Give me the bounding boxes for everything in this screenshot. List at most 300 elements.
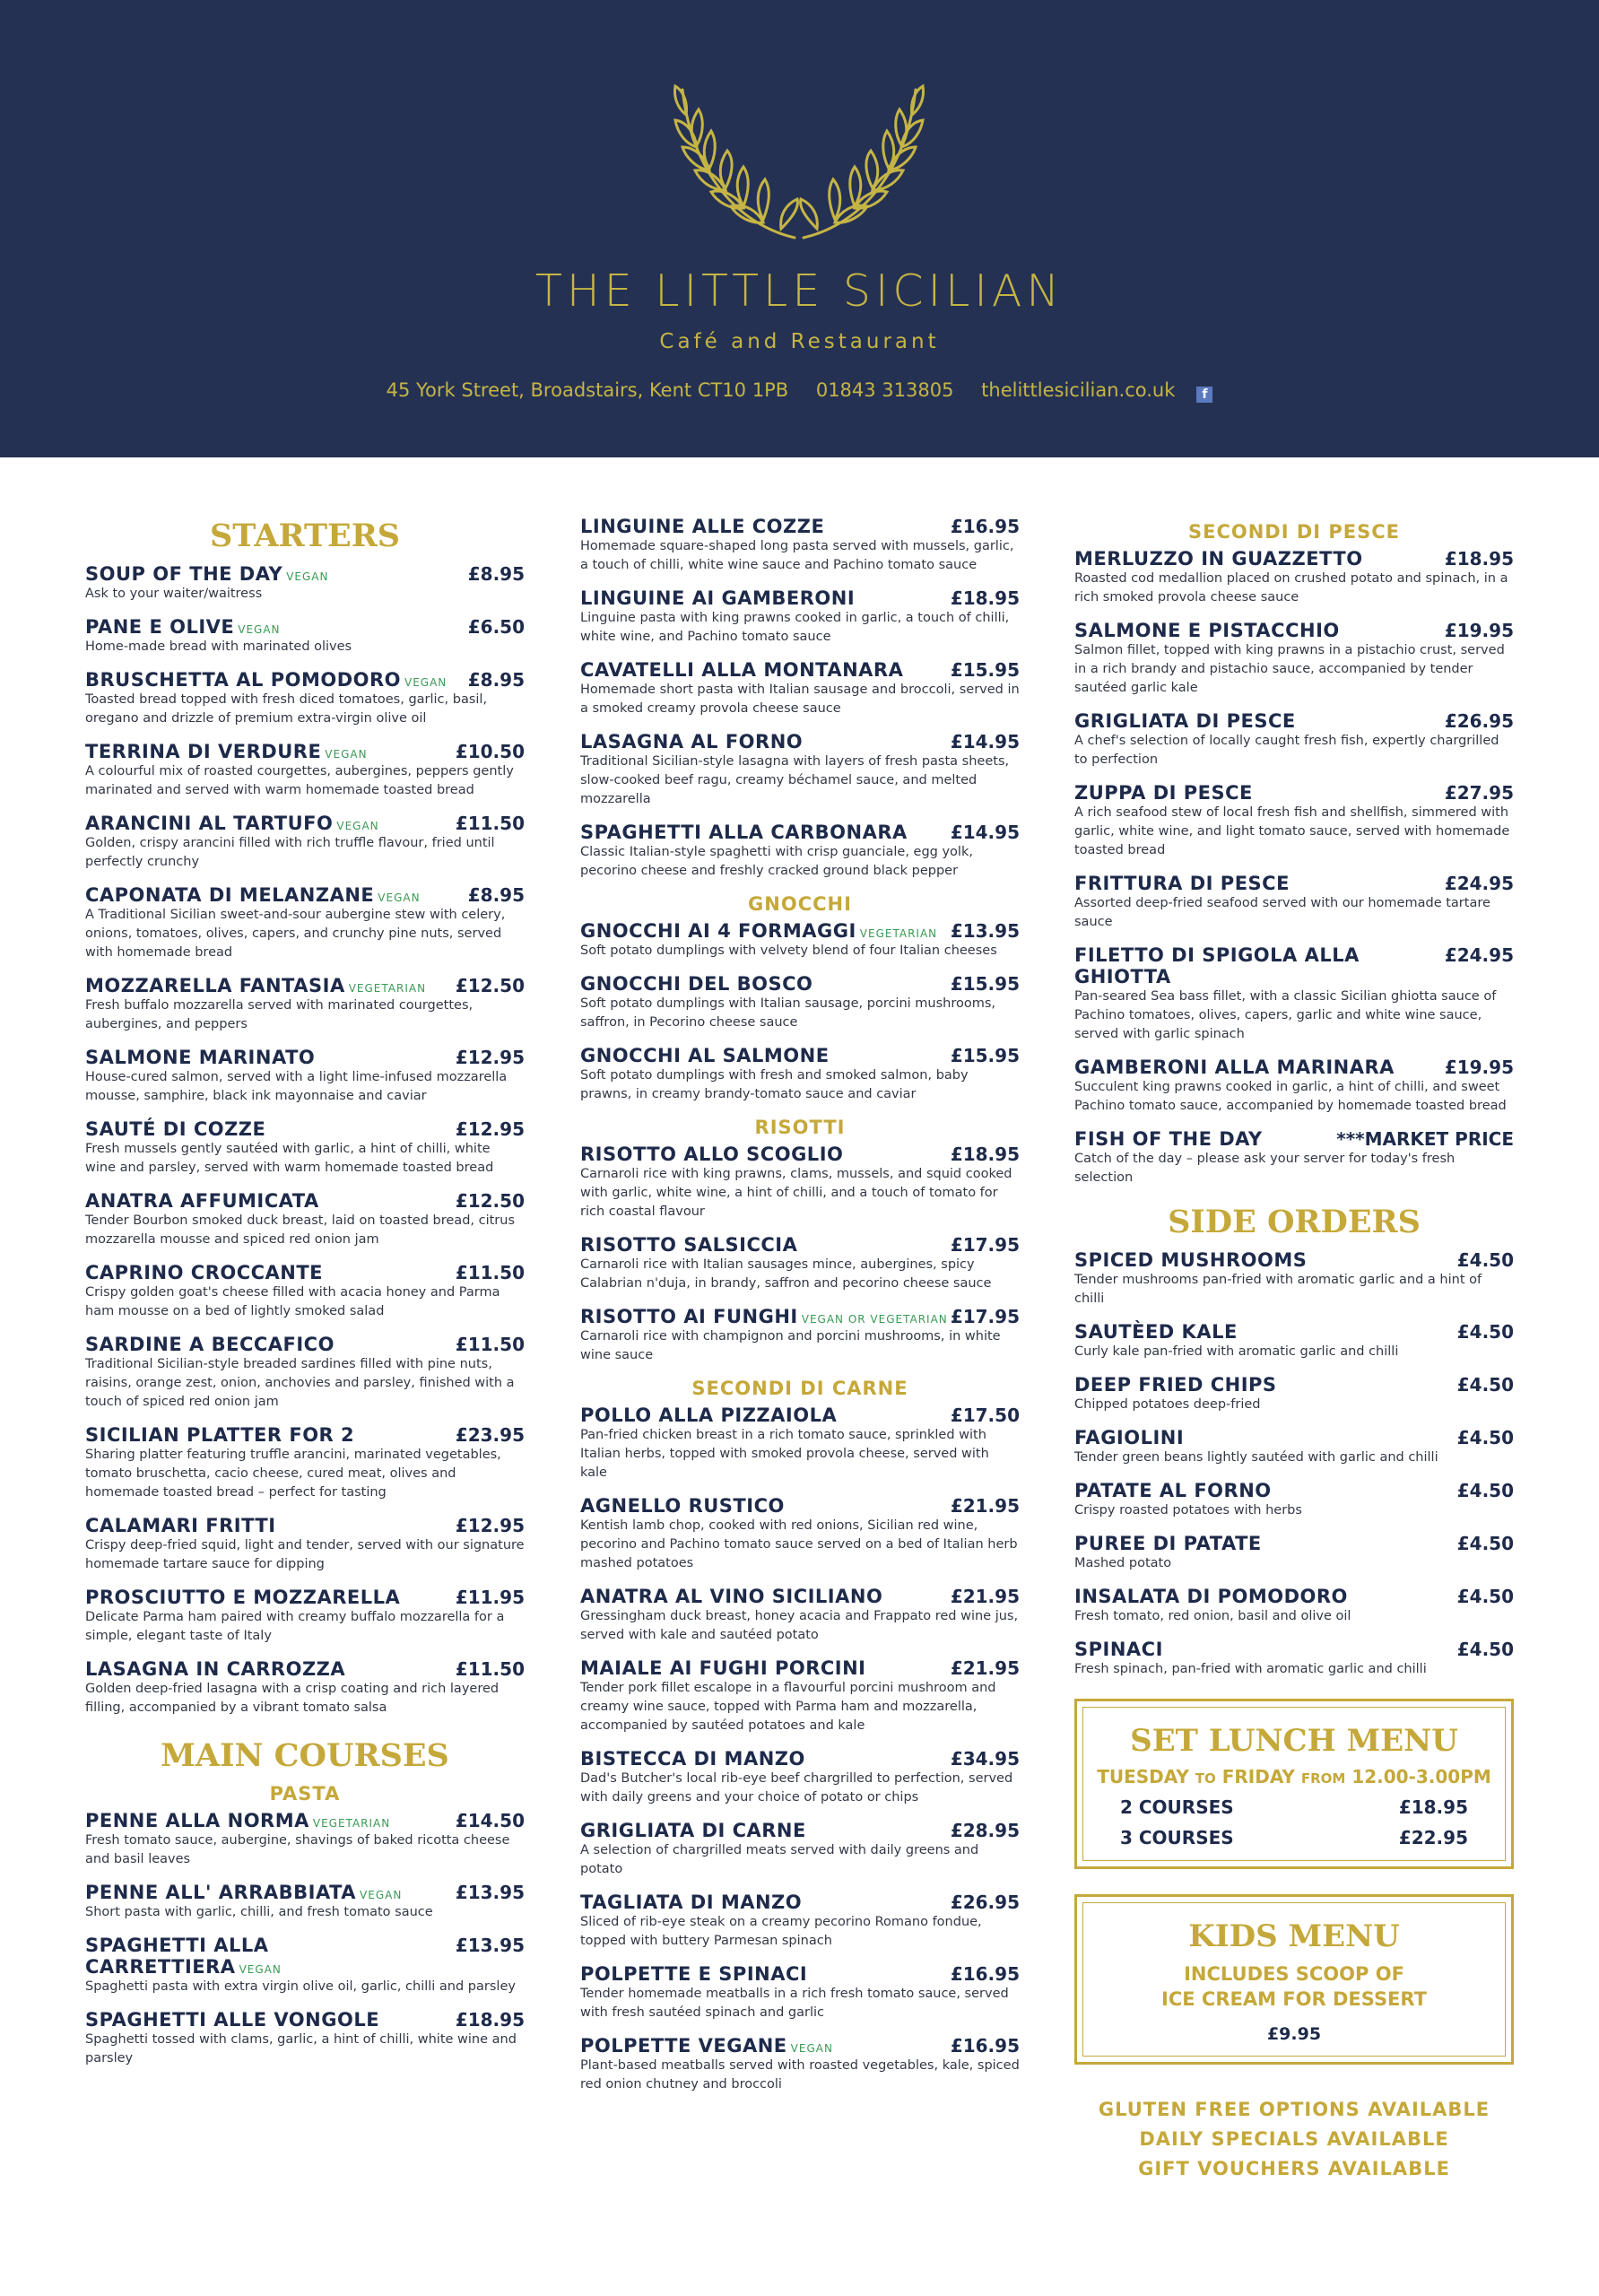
dish-description: Home-made bread with marinated olives [85, 639, 352, 654]
dish-name-text: CAVATELLI ALLA MONTANARA [580, 659, 904, 681]
dish-description: Mashed potato [1074, 1556, 1172, 1570]
diet-tag: VEGAN [238, 623, 281, 636]
menu-item [580, 516, 1020, 575]
menu-item [85, 616, 525, 657]
menu-item [1074, 873, 1514, 932]
menu-item-row [1074, 1321, 1514, 1343]
dish-price: £12.95 [455, 1047, 525, 1068]
dish-name-text: MOZZARELLA FANTASIA [85, 975, 345, 996]
menu-item-row [1074, 1427, 1514, 1448]
menu-item-row [1074, 1639, 1514, 1660]
dish-name [85, 884, 421, 906]
menu-item-row [580, 1234, 1020, 1256]
dish-price: £18.95 [455, 2009, 525, 2031]
risotti-title: RISOTTI [754, 1117, 846, 1138]
dish-description: Homemade short pasta with Italian sausage and broccoli, served in a smoked creamy provola cheese sauce [580, 683, 1020, 716]
diet-tag: VEGAN [790, 2042, 833, 2055]
dish-name [1074, 548, 1363, 570]
dish-name-text: SAUTÉ DI COZZE [85, 1118, 266, 1140]
dish-name-text: ANATRA AL VINO SICILIANO [580, 1586, 883, 1607]
menu-item [580, 920, 1020, 961]
menu-item [85, 1810, 525, 1869]
dish-description: Catch of the day – please ask your server for today's fresh selection [1074, 1152, 1456, 1185]
dish-name [580, 659, 903, 681]
dish-name [580, 1234, 797, 1256]
menu-item-row [1074, 1374, 1514, 1396]
dish-name-text: CAPONATA DI MELANZANE [85, 884, 375, 906]
menu-item [85, 1587, 525, 1646]
column-left [85, 516, 525, 2081]
main-courses-title: MAIN COURSES [161, 1737, 449, 1774]
pesce-title: SECONDI DI PESCE [1187, 521, 1401, 543]
menu-item-row [580, 659, 1020, 681]
kids-line-2: ICE CREAM FOR DESSERT [1161, 1988, 1427, 2010]
menu-item-row [580, 1045, 1020, 1066]
daily-specials-note: DAILY SPECIALS AVAILABLE [1139, 2128, 1449, 2150]
menu-item-row [1074, 1249, 1514, 1271]
gluten-free-note: GLUTEN FREE OPTIONS AVAILABLE [1098, 2099, 1490, 2120]
menu-item-row [580, 1963, 1020, 1985]
dish-price: £13.95 [455, 1935, 525, 1956]
menu-item-row [85, 1118, 525, 1140]
dish-price: £16.95 [950, 516, 1020, 537]
dish-name-text: BISTECCA DI MANZO [580, 1748, 805, 1770]
dish-name [580, 1892, 802, 1913]
dish-name [85, 1810, 390, 1831]
menu-item [85, 741, 525, 800]
dish-name [580, 1963, 807, 1985]
course-option [1095, 1818, 1493, 1848]
menu-item [580, 1892, 1020, 1951]
menu-item-row [85, 741, 525, 762]
course-label: 2 COURSES [1120, 1796, 1234, 1818]
menu-item-row [580, 1405, 1020, 1426]
dish-name [1074, 944, 1445, 987]
menu-item [580, 2035, 1020, 2094]
dish-description: Toasted bread topped with fresh diced tomatoes, garlic, basil, oregano and drizzle of premium extra-virgin olive oil [85, 692, 488, 726]
dish-name [1074, 1586, 1348, 1607]
dish-price: £4.50 [1456, 1427, 1514, 1448]
set-lunch-hours [1095, 1766, 1493, 1787]
dish-price: £10.50 [455, 741, 525, 762]
course-label: 3 COURSES [1120, 1827, 1234, 1848]
menu-item [580, 1495, 1020, 1573]
dish-description: A Traditional Sicilian sweet-and-sour aubergine stew with celery, onions, tomatoes, olives, capers, and crunchy pine nuts, served with homemade bread [85, 908, 506, 960]
diet-tag: VEGAN [336, 820, 379, 832]
dish-price: £18.95 [1444, 548, 1514, 570]
dish-name-text: POLPETTE E SPINACI [580, 1963, 808, 1985]
dish-price: £23.95 [455, 1424, 525, 1446]
menu-item-row [580, 731, 1020, 752]
menu-item [580, 1306, 1020, 1365]
dish-price: £11.50 [455, 1334, 525, 1355]
dish-price: £24.95 [1444, 944, 1514, 966]
diet-tag: VEGAN [325, 748, 368, 761]
menu-item [1074, 1480, 1514, 1520]
dish-name [580, 1657, 866, 1679]
header-banner [0, 0, 1599, 457]
dish-price: £19.95 [1444, 1057, 1514, 1078]
dish-price: £15.95 [950, 973, 1020, 995]
dish-name [85, 1935, 456, 1978]
menu-item [580, 1657, 1020, 1735]
set-lunch-box [1074, 1699, 1514, 1869]
diet-tag: VEGAN [404, 676, 448, 689]
dish-name [580, 1405, 837, 1426]
menu-item [1074, 1128, 1514, 1187]
dish-name-text: SPINACI [1074, 1639, 1163, 1660]
dish-description: Dad's Butcher's local rib-eye beef chargrilled to perfection, served with daily greens and your choice of potato or chips [580, 1771, 1013, 1805]
menu-item-row [1074, 1057, 1514, 1078]
menu-item-row [580, 2035, 1020, 2057]
dish-description: Ask to your waiter/waitress [85, 587, 263, 601]
dish-name-text: PUREE DI PATATE [1074, 1533, 1262, 1554]
menu-item-row [85, 616, 525, 638]
menu-item [85, 975, 525, 1034]
pasta-list [85, 1810, 525, 2068]
kids-menu-title: KIDS MENU [1188, 1918, 1400, 1954]
starters-list [85, 563, 525, 1718]
dish-name-text: MAIALE AI FUGHI PORCINI [580, 1657, 866, 1679]
dish-name [580, 1144, 843, 1165]
facebook-icon[interactable]: f [1196, 387, 1212, 403]
kids-line-1: INCLUDES SCOOP OF [1184, 1963, 1404, 1985]
menu-item-row [85, 1935, 525, 1978]
dish-name [1074, 620, 1340, 641]
dish-description: Tender green beans lightly sautéed with garlic and chilli [1074, 1450, 1438, 1465]
diet-tag: VEGETARIAN [859, 927, 938, 940]
dish-name-text: TERRINA DI VERDURE [85, 741, 322, 762]
dish-name [1074, 1639, 1163, 1660]
dish-price: £8.95 [467, 669, 525, 691]
menu-item-row [580, 1144, 1020, 1165]
dish-description: A colourful mix of roasted courgettes, aubergines, peppers gently marinated and served with warm homemade toasted bread [85, 764, 514, 797]
dish-name-text: POLPETTE VEGANE [580, 2035, 787, 2057]
menu-item [1074, 944, 1514, 1044]
footer-notes [1074, 2095, 1514, 2184]
dish-name-text: SICILIAN PLATTER FOR 2 [85, 1424, 355, 1446]
kids-price: £9.95 [1266, 2024, 1322, 2044]
course-price: £18.95 [1398, 1796, 1468, 1818]
dish-name-text: CALAMARI FRITTI [85, 1515, 276, 1536]
carne-list [580, 1405, 1020, 2094]
dish-description: Sliced of rib-eye steak on a creamy pecorino Romano fondue, topped with buttery Parmesan spinach [580, 1915, 982, 1948]
pasta-title: PASTA [269, 1783, 341, 1805]
dish-price: £12.95 [455, 1515, 525, 1536]
dish-name [580, 731, 803, 752]
dish-name [85, 1047, 315, 1068]
dish-name-text: GNOCCHI AL SALMONE [580, 1045, 830, 1066]
dish-description: Soft potato dumplings with velvety blend of four Italian cheeses [580, 944, 997, 958]
dish-name [580, 2035, 833, 2057]
dish-price: £24.95 [1444, 873, 1514, 894]
hours: 12.00-3.00PM [1351, 1766, 1491, 1787]
menu-item [85, 563, 525, 604]
menu-item [1074, 1374, 1514, 1414]
menu-item [1074, 1427, 1514, 1467]
dish-name [1074, 1374, 1277, 1396]
set-lunch-title: SET LUNCH MENU [1130, 1723, 1458, 1759]
dish-price: £17.95 [950, 1234, 1020, 1256]
menu-item-row [85, 1190, 525, 1212]
dish-name [580, 1045, 830, 1066]
dish-description: Golden deep-fried lasagna with a crisp coating and rich layered filling, accompanied by a vibrant tomato salsa [85, 1682, 500, 1715]
dish-description: Fresh buffalo mozzarella served with marinated courgettes, aubergines, and peppers [85, 998, 474, 1031]
dish-price: £4.50 [1456, 1639, 1514, 1660]
menu-item [1074, 1639, 1514, 1679]
dish-price: £11.50 [455, 813, 525, 834]
dish-name-text: SOUP OF THE DAY [85, 563, 283, 585]
menu-item-row [580, 1820, 1020, 1841]
menu-item [1074, 1533, 1514, 1573]
menu-item-row [85, 2009, 525, 2031]
dish-description: Soft potato dumplings with fresh and smoked salmon, baby prawns, in creamy brandy-tomato sauce and caviar [580, 1068, 969, 1101]
dish-name-text: LASAGNA IN CARROZZA [85, 1658, 346, 1680]
menu-item [580, 1963, 1020, 2022]
dish-price: £14.95 [950, 822, 1020, 843]
dish-description: House-cured salmon, served with a light lime-infused mozzarella mousse, samphire, black ink mayonnaise and caviar [85, 1070, 508, 1103]
menu-item [85, 884, 525, 962]
dish-name [580, 973, 813, 995]
menu-item [1074, 782, 1514, 860]
dish-name [85, 1882, 402, 1903]
dish-name-text: POLLO ALLA PIZZAIOLA [580, 1405, 838, 1426]
dish-description: Homemade square-shaped long pasta served with mussels, garlic, a touch of chilli, white wine sauce and Pachino tomato sauce [580, 539, 1014, 572]
dish-name-text: RISOTTO ALLO SCOGLIO [580, 1144, 844, 1165]
menu-item [85, 2009, 525, 2068]
dish-name [85, 813, 379, 834]
dish-price: £11.95 [455, 1587, 525, 1608]
dish-price: ***MARKET PRICE [1336, 1128, 1514, 1150]
dish-name-text: PANE E OLIVE [85, 616, 235, 638]
dish-price: £34.95 [950, 1748, 1020, 1770]
gift-vouchers-note: GIFT VOUCHERS AVAILABLE [1138, 2158, 1450, 2179]
restaurant-name: THE LITTLE SICILIAN [534, 265, 1065, 317]
menu-item-row [1074, 1480, 1514, 1501]
kids-menu-box [1074, 1894, 1514, 2065]
dish-name [85, 1424, 354, 1446]
menu-item [580, 1748, 1020, 1807]
dish-price: £11.50 [455, 1658, 525, 1680]
dish-name [580, 920, 937, 942]
menu-item [1074, 1586, 1514, 1626]
dish-description: Tender homemade meatballs in a rich fresh tomato sauce, served with fresh sautéed spinach and garlic [580, 1987, 1009, 2020]
dish-name [85, 1587, 400, 1608]
dish-name-text: GRIGLIATA DI PESCE [1074, 710, 1296, 732]
pesce-list [1074, 548, 1514, 1187]
dish-description: A selection of chargrilled meats served with daily greens and potato [580, 1843, 979, 1876]
menu-item-row [580, 822, 1020, 843]
menu-item-row [1074, 1586, 1514, 1607]
diet-tag: VEGETARIAN [312, 1817, 391, 1830]
dish-name-text: SALMONE MARINATO [85, 1047, 316, 1068]
dish-name [85, 1262, 323, 1283]
menu-item-row [1074, 782, 1514, 804]
menu-item-row [85, 1424, 525, 1446]
diet-tag: VEGAN [286, 570, 329, 583]
dish-description: Fresh mussels gently sautéed with garlic, a hint of chilli, white wine and parsley, served with warm homemade toasted bread [85, 1142, 494, 1175]
dish-description: Crispy roasted potatoes with herbs [1074, 1503, 1302, 1518]
dish-description: Fresh spinach, pan-fried with aromatic garlic and chilli [1074, 1662, 1427, 1676]
dish-description: Plant-based meatballs served with roasted vegetables, kale, spiced red onion chutney and broccoli [580, 2058, 1020, 2092]
course-option [1095, 1787, 1493, 1818]
menu-item-row [580, 1892, 1020, 1913]
website-link[interactable]: thelittlesicilian.co.uk [981, 379, 1176, 401]
dish-price: £17.50 [950, 1405, 1020, 1426]
dish-price: £21.95 [950, 1495, 1020, 1517]
dish-name [580, 1820, 806, 1841]
dish-description: Assorted deep-fried seafood served with our homemade tartare sauce [1074, 896, 1490, 929]
dish-name [1074, 1427, 1184, 1448]
dish-name [580, 516, 824, 537]
dish-name [580, 822, 908, 843]
dish-description: Tender pork fillet escalope in a flavourful porcini mushroom and creamy wine sauce, topped with Parma ham and mozzarella, accompanied by sautéed potatoes and kale [580, 1681, 996, 1733]
diet-tag: VEGAN OR VEGETARIAN [801, 1313, 948, 1326]
dish-name [1074, 782, 1253, 804]
from-word: FROM [1300, 1770, 1346, 1787]
dish-name [85, 1515, 276, 1536]
dish-name-text: GNOCCHI AI 4 FORMAGGI [580, 920, 856, 942]
restaurant-subtitle: Café and Restaurant [659, 330, 940, 353]
menu-item [580, 1586, 1020, 1645]
dish-price: £12.50 [455, 975, 525, 996]
diet-tag: VEGAN [378, 891, 421, 904]
dish-price: £18.95 [950, 1144, 1020, 1165]
dish-description: Roasted cod medallion placed on crushed potato and spinach, in a rich smoked provola cheese sauce [1074, 571, 1508, 604]
dish-name-text: INSALATA DI POMODORO [1074, 1586, 1348, 1607]
menu-item [580, 1234, 1020, 1293]
dish-description: Crispy golden goat's cheese filled with acacia honey and Parma ham mousse on a bed of lightly smoked salad [85, 1285, 500, 1318]
dish-name-text: LINGUINE ALLE COZZE [580, 516, 825, 537]
dish-price: £15.95 [950, 1045, 1020, 1066]
menu-item [1074, 548, 1514, 607]
dish-name-text: PROSCIUTTO E MOZZARELLA [85, 1587, 401, 1608]
diet-tag: VEGETARIAN [348, 982, 427, 995]
dish-price: £21.95 [950, 1657, 1020, 1679]
dish-name-text: SPAGHETTI ALLE VONGOLE [85, 2009, 380, 2031]
menu-item-row [85, 1587, 525, 1608]
dish-description: Crispy deep-fried squid, light and tender, served with our signature homemade tartare sauce for dipping [85, 1538, 525, 1571]
menu-item [85, 1935, 525, 1996]
menu-item [85, 1190, 525, 1249]
dish-description: Tender Bourbon smoked duck breast, laid on toasted bread, citrus mozzarella mousse and spiced red onion jam [85, 1213, 516, 1247]
dish-name-text: GRIGLIATA DI CARNE [580, 1820, 806, 1841]
menu-item-row [1074, 1533, 1514, 1554]
menu-item-row [1074, 873, 1514, 894]
dish-description: Chipped potatoes deep-fried [1074, 1397, 1261, 1412]
dish-name [85, 563, 328, 585]
dish-name [85, 669, 447, 691]
dish-description: Linguine pasta with king prawns cooked in garlic, a touch of chilli, white wine, and Pachino tomato sauce [580, 611, 1010, 644]
menu-item-row [1074, 548, 1514, 570]
dish-name [85, 1190, 319, 1212]
menu-item [580, 1045, 1020, 1104]
menu-item [580, 1820, 1020, 1879]
dish-description: Short pasta with garlic, chilli, and fresh tomato sauce [85, 1905, 433, 1919]
diet-tag: VEGAN [360, 1889, 403, 1901]
dish-price: £6.50 [467, 616, 525, 638]
menu-item [1074, 710, 1514, 770]
dish-price: £15.95 [950, 659, 1020, 681]
dish-price: £26.95 [950, 1892, 1020, 1913]
dish-description: Delicate Parma ham paired with creamy buffalo mozzarella for a simple, elegant taste of Italy [85, 1610, 505, 1643]
dish-name-text: SPAGHETTI ALLA CARBONARA [580, 822, 908, 843]
menu-item [85, 1882, 525, 1922]
dish-name-text: GAMBERONI ALLA MARINARA [1074, 1057, 1395, 1078]
dish-price: £12.50 [455, 1190, 525, 1212]
menu-item [580, 822, 1020, 881]
menu-item [85, 1047, 525, 1106]
dish-description: Salmon fillet, topped with king prawns in a pistachio crust, served in a rich brandy and pistachio sauce, accompanied by tender sautéed garlic kale [1074, 643, 1505, 695]
dish-description: Kentish lamb chop, cooked with red onions, Sicilian red wine, pecorino and Pachino tomato sauce served on a bed of Italian herb mashed potatoes [580, 1518, 1018, 1570]
dish-name [1074, 1321, 1238, 1343]
contact-line [0, 379, 1599, 403]
right-laurel-icon [799, 81, 934, 247]
dish-description: Traditional Sicilian-style lasagna with layers of fresh pasta sheets, slow-cooked beef ragu, creamy béchamel sauce, and melted mozzarella [580, 754, 1010, 806]
day-from: TUESDAY [1097, 1766, 1189, 1787]
menu-item [580, 659, 1020, 718]
dish-name-text: ZUPPA DI PESCE [1074, 782, 1253, 804]
dish-description: Carnaroli rice with champignon and porcini mushrooms, in white wine sauce [580, 1329, 1001, 1362]
menu-item-row [580, 973, 1020, 995]
starters-title: STARTERS [209, 517, 401, 554]
dish-name-text: ARANCINI AL TARTUFO [85, 813, 334, 834]
dish-price: £14.95 [950, 731, 1020, 752]
dish-description: Fresh tomato, red onion, basil and olive oil [1074, 1609, 1351, 1623]
menu-item [1074, 1057, 1514, 1116]
dish-price: £4.50 [1456, 1586, 1514, 1607]
menu-item [1074, 1321, 1514, 1361]
menu-item-row [580, 1306, 1020, 1327]
dish-name [1074, 873, 1290, 894]
menu-item-row [85, 813, 525, 834]
dish-description: Carnaroli rice with Italian sausages mince, aubergines, spicy Calabrian n'duja, in brandy, saffron and pecorino cheese sauce [580, 1257, 992, 1291]
dish-price: £4.50 [1456, 1533, 1514, 1554]
menu-item [85, 1515, 525, 1574]
menu-item [580, 1405, 1020, 1483]
dish-name-text: PENNE ALLA NORMA [85, 1810, 309, 1831]
dish-price: £4.50 [1456, 1374, 1514, 1396]
dish-description: Spaghetti tossed with clams, garlic, a hint of chilli, white wine and parsley [85, 2032, 517, 2066]
menu-item [85, 1262, 525, 1321]
phone[interactable]: 01843 313805 [815, 379, 954, 401]
menu-item-row [85, 1515, 525, 1536]
left-laurel-icon [665, 81, 799, 247]
dish-name-text: SPAGHETTI ALLA CARRETTIERA [85, 1935, 269, 1978]
menu-item-row [1074, 620, 1514, 641]
dish-name [580, 1586, 882, 1607]
dish-name-text: SPICED MUSHROOMS [1074, 1249, 1308, 1271]
dish-name-text: FILETTO DI SPIGOLA ALLA GHIOTTA [1074, 944, 1360, 987]
dish-name-text: PATATE AL FORNO [1074, 1480, 1272, 1501]
menu-item-row [85, 884, 525, 906]
dish-name-text: RISOTTO AI FUNGHI [580, 1306, 798, 1327]
risotti-list [580, 1144, 1020, 1365]
dish-description: Tender mushrooms pan-fried with aromatic garlic and a hint of chilli [1074, 1273, 1482, 1306]
menu-item [85, 1424, 525, 1502]
menu-item [580, 973, 1020, 1032]
dish-price: £18.95 [950, 587, 1020, 609]
dish-name-text: GNOCCHI DEL BOSCO [580, 973, 813, 995]
sides-list [1074, 1249, 1514, 1679]
dish-price: £4.50 [1456, 1480, 1514, 1501]
dish-name-text: ANATRA AFFUMICATA [85, 1190, 319, 1212]
menu-item-row [85, 1658, 525, 1680]
menu-item-row [580, 1657, 1020, 1679]
dish-name [580, 1306, 948, 1327]
menu-item-row [580, 1586, 1020, 1607]
menu-item-row [85, 1334, 525, 1355]
